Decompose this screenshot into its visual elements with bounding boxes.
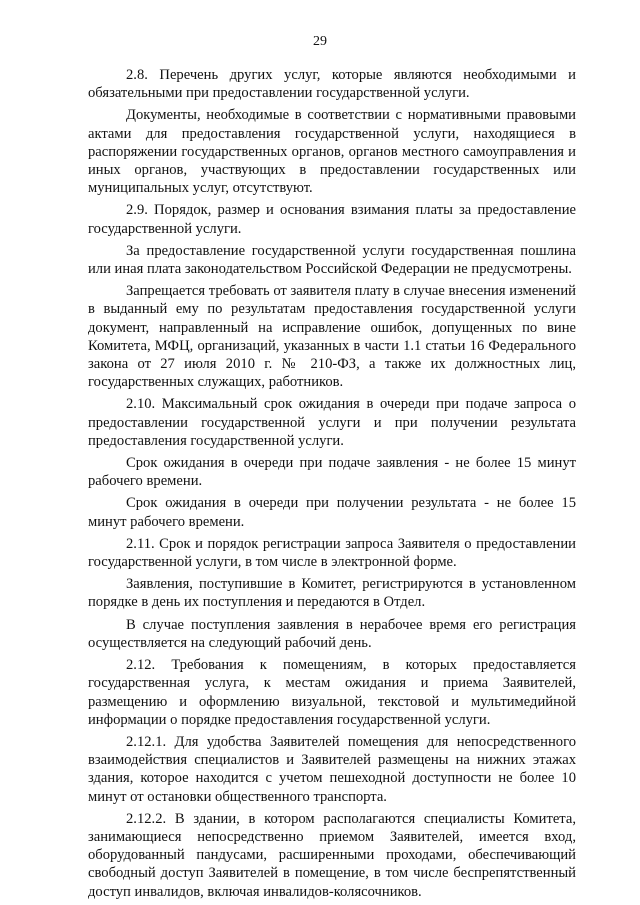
paragraph-registration: Заявления, поступившие в Комитет, регистрируются в установленном порядке в день их поступления и передаются в Отдел. [88, 576, 576, 611]
paragraph-2-10: 2.10. Максимальный срок ожидания в очереди при подаче запроса о предоставлении государственной услуги и при получении результата предоставления государственной услуги. [88, 396, 576, 449]
paragraph-2-9: 2.9. Порядок, размер и основания взимания платы за предоставление государственной услуги. [88, 202, 576, 237]
paragraph-2-11: 2.11. Срок и порядок регистрации запроса Заявителя о предоставлении государственной услуги, в том числе в электронной форме. [88, 535, 576, 571]
paragraph-2-12-2: 2.12.2. В здании, в котором располагаются специалисты Комитета, занимающиеся непосредственно приемом Заявителей, имеется вход, оборудованный пандусами, расширенными проходами, обеспечивающий свободный доступ Заявителей в помещение, в том числе беспрепятственный доступ инвалидов, включая инвалидов-колясочников. [88, 810, 576, 900]
paragraph-2-12: 2.12. Требования к помещениям, в которых предоставляется государственная услуга, к местам ожидания и приема Заявителей, размещению и оформлению визуальной, текстовой и мультимедийной информации о порядке предоставления государственной услуги. [88, 657, 576, 728]
paragraph-prohibition: Запрещается требовать от заявителя плату в случае внесения изменений в выданный ему по результатам предоставления государственной услуги документ, направленный на исправление ошибок, допущенных по вине Комитета, МФЦ, организаций, указанных в части 1.1 статьи 16 Федерального закона от 27 июля 2010 г. № 210-ФЗ, а также их должностных лиц, государственных служащих, работников. [88, 283, 576, 391]
paragraph-nonworking-time: В случае поступления заявления в нерабочее время его регистрация осуществляется на следующий рабочий день. [88, 616, 576, 651]
paragraph-wait-submission: Срок ожидания в очереди при подаче заявления - не более 15 минут рабочего времени. [88, 455, 576, 490]
paragraph-fee: За предоставление государственной услуги государственная пошлина или иная плата законодательством Российской Федерации не предусмотрены. [88, 242, 576, 278]
paragraph-documents: Документы, необходимые в соответствии с нормативными правовыми актами для предоставления государственной услуги, находящиеся в распоряжении государственных органов, органов местного самоуправления и иных органов, участвующих в предоставлении государственных или муниципальных услуг, отсутствуют. [88, 107, 576, 197]
page-number: 29 [313, 34, 327, 49]
paragraph-wait-result: Срок ожидания в очереди при получении результата - не более 15 минут рабочего времени. [88, 495, 576, 530]
document-body [88, 66, 576, 905]
paragraph-2-8: 2.8. Перечень других услуг, которые являются необходимыми и обязательными при предоставлении государственной услуги. [88, 67, 576, 102]
paragraph-2-12-1: 2.12.1. Для удобства Заявителей помещения для непосредственного взаимодействия специалистов и Заявителей размещены на нижних этажах здания, которое находится с учетом пешеходной доступности не более 10 минут от остановки общественного транспорта. [88, 733, 576, 805]
